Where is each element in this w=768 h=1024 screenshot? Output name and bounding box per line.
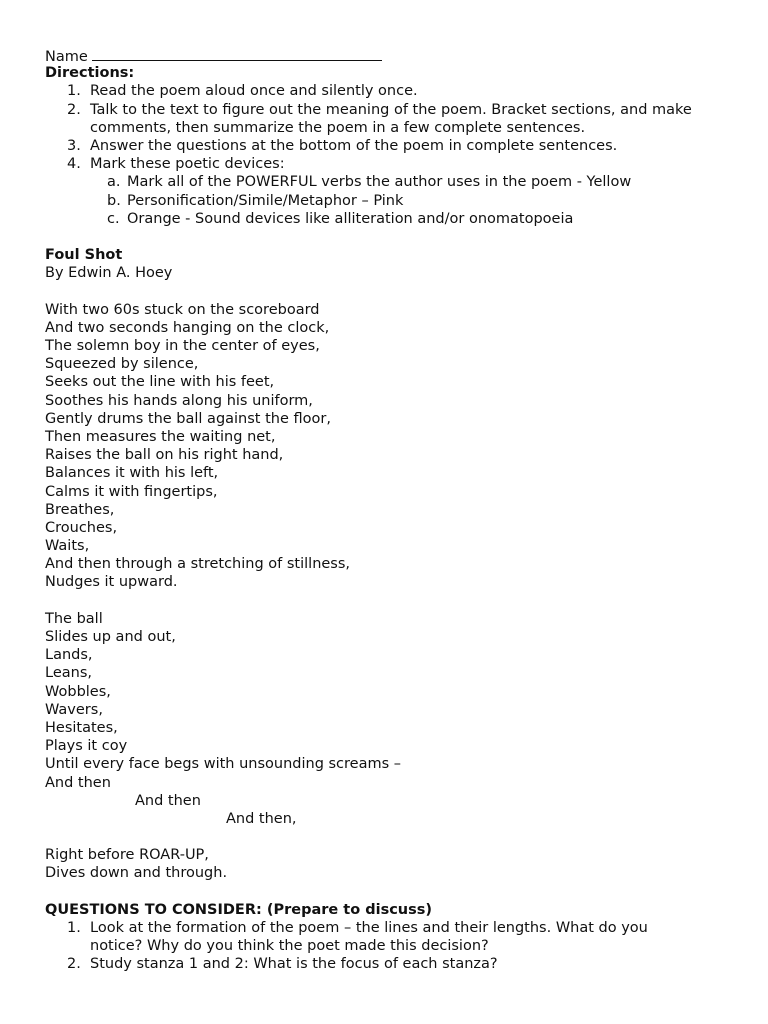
poem-line-indented: And then — [135, 792, 201, 809]
spacer — [45, 883, 735, 901]
poem-line: Leans, — [45, 665, 92, 682]
poem-line: And then through a stretching of stillness, — [45, 556, 351, 573]
direction-text-continued: comments, then summarize the poem in a few complete sentences. — [90, 119, 586, 136]
name-label: Name — [45, 49, 88, 65]
question-number: 1. — [67, 920, 81, 936]
direction-text: Talk to the text to figure out the meaning of the poem. Bracket sections, and make — [90, 101, 692, 118]
poem-line: Raises the ball on his right hand, — [45, 447, 284, 464]
question-number: 2. — [67, 956, 81, 973]
subitem-letter: a. — [107, 174, 121, 191]
name-blank-line[interactable] — [92, 46, 382, 61]
poem-line: Soothes his hands along his uniform, — [45, 392, 313, 409]
poem-line: Lands, — [45, 647, 93, 664]
direction-text: Read the poem aloud once and silently once. — [90, 83, 418, 100]
directions-heading: Directions: — [45, 65, 135, 82]
poem-line: Crouches, — [45, 519, 118, 536]
poem-line: Waits, — [45, 538, 90, 555]
poem-line: Calms it with fingertips, — [45, 483, 218, 500]
subitem-text: Orange - Sound devices like alliteration and/or onomatopoeia — [127, 210, 574, 227]
poem-line: The solemn boy in the center of eyes, — [45, 338, 320, 354]
direction-text: Answer the questions at the bottom of the poem in complete sentences. — [90, 137, 618, 154]
subitem-letter: c. — [107, 210, 120, 227]
poem-line: Then measures the waiting net, — [45, 428, 276, 445]
poem-stanza-3 — [45, 846, 735, 882]
poem-line: Slides up and out, — [45, 629, 176, 645]
spacer — [45, 228, 735, 246]
question-item — [45, 919, 735, 937]
direction-number: 1. — [67, 83, 81, 100]
poem-line: Until every face begs with unsounding screams – — [45, 756, 402, 773]
poem-line: Hesitates, — [45, 719, 118, 736]
direction-text: Mark these poetic devices: — [90, 156, 285, 173]
poem-line: Seeks out the line with his feet, — [45, 374, 275, 391]
poem-line: Gently drums the ball against the floor, — [45, 410, 331, 427]
direction-number: 2. — [67, 101, 81, 118]
poem-line: Dives down and through. — [45, 865, 228, 882]
question-text: Study stanza 1 and 2: What is the focus of each stanza? — [90, 956, 498, 973]
subitem-text: Personification/Simile/Metaphor – Pink — [127, 192, 404, 209]
direction-item — [45, 137, 735, 155]
poem-author: By Edwin A. Hoey — [45, 265, 173, 282]
questions-heading: QUESTIONS TO CONSIDER: (Prepare to discuss) — [45, 901, 433, 918]
direction-number: 4. — [67, 156, 81, 173]
subitem-text: Mark all of the POWERFUL verbs the author uses in the poem - Yellow — [127, 174, 632, 191]
poem-line: Right before ROAR-UP, — [45, 847, 209, 864]
poem-line: Breathes, — [45, 501, 115, 518]
poem-line: Wavers, — [45, 701, 103, 718]
direction-item — [45, 155, 735, 173]
poem-line: With two 60s stuck on the scoreboard — [45, 301, 320, 318]
poem-title: Foul Shot — [45, 247, 123, 264]
poem-line: Wobbles, — [45, 683, 111, 700]
question-text: Look at the formation of the poem – the lines and their lengths. What do you — [90, 920, 648, 936]
direction-number: 3. — [67, 137, 81, 154]
question-item — [45, 955, 735, 973]
poem-line: Nudges it upward. — [45, 574, 178, 591]
poem-line: And then — [45, 774, 111, 791]
poem-line: The ball — [45, 610, 103, 627]
direction-item — [45, 101, 735, 119]
poem-line-indented: And then, — [226, 810, 297, 827]
poem-line: Balances it with his left, — [45, 465, 219, 482]
poem-line: Plays it coy — [45, 738, 128, 755]
direction-item — [45, 82, 735, 100]
poem-line: Squeezed by silence, — [45, 356, 199, 373]
direction-subitem — [45, 192, 735, 210]
direction-subitem — [45, 210, 735, 228]
question-text-continued: notice? Why do you think the poet made this decision? — [90, 938, 489, 955]
name-row — [45, 46, 735, 64]
spacer — [45, 828, 735, 846]
poem-stanza-1 — [45, 301, 735, 592]
direction-subitem — [45, 173, 735, 191]
subitem-letter: b. — [107, 192, 121, 209]
spacer — [45, 592, 735, 610]
worksheet — [45, 46, 735, 974]
poem-line: And two seconds hanging on the clock, — [45, 319, 330, 336]
poem-stanza-2 — [45, 610, 735, 792]
spacer — [45, 282, 735, 300]
